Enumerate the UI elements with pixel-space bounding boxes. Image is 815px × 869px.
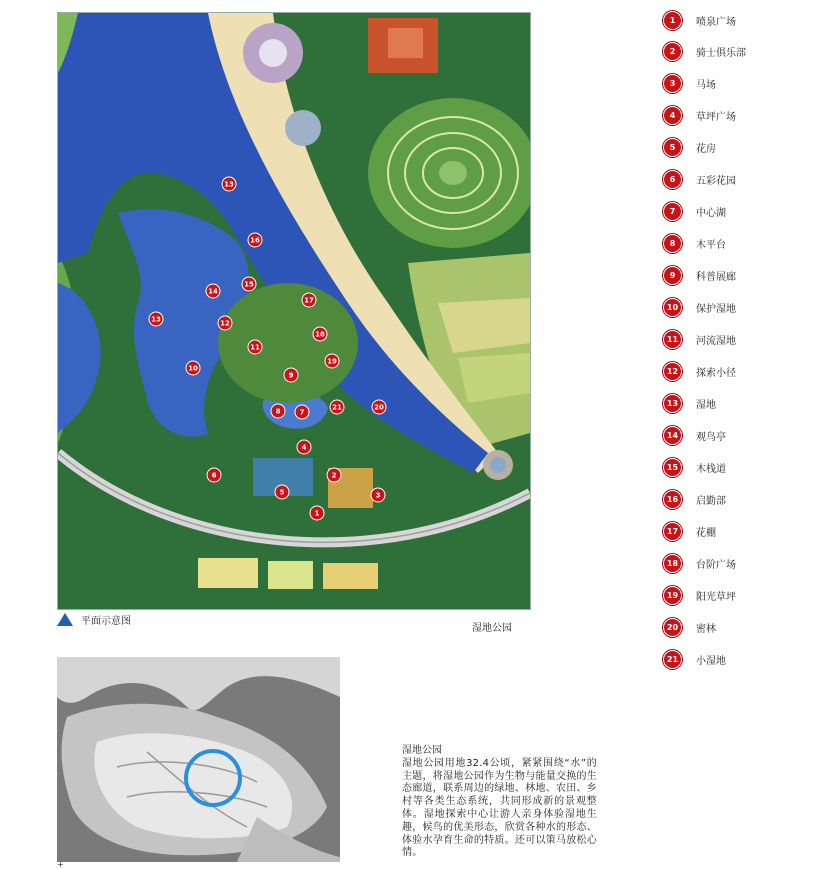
legend-marker: 20 [663,618,682,637]
description-body: 湿地公园用地32.4公顷，紧紧围绕“水”的主题，将湿地公园作为生物与能量交换的生态廊道，联系周边的绿地、林地、农田、乡村等各类生态系统，共同形成新的景观整体。湿地探索中心让游人亲身体验湿地生趣，候鸟的优美形态，欣赏各种水的形态、体验水孕育生命的特质。还可以策马放松心情。 [402,757,597,859]
svg-text:5: 5 [279,488,285,497]
plan-marker-5 [275,485,289,499]
legend-marker: 1 [663,11,682,30]
legend-label: 台阶广场 [696,559,736,571]
legend-marker: 5 [663,138,682,157]
plan-marker-13a [222,177,236,191]
plan-marker-1 [310,506,324,520]
legend-label: 花房 [696,144,716,156]
legend-label: 保护湿地 [696,304,736,316]
svg-text:10: 10 [188,364,198,373]
legend-marker: 18 [663,554,682,573]
svg-text:14: 14 [208,287,218,296]
legend-label: 探索小径 [696,367,736,379]
master-plan-drawing [58,13,530,609]
svg-text:16: 16 [250,236,260,245]
plan-caption [57,612,131,627]
plan-marker-10 [186,361,200,375]
legend-item [663,75,803,93]
legend-label: 启勤部 [696,495,726,507]
svg-text:17: 17 [304,296,314,305]
plan-marker-12 [218,316,232,330]
legend-item [663,522,803,540]
legend-marker: 13 [663,394,682,413]
legend-marker: 12 [663,362,682,381]
triangle-icon [57,613,73,626]
svg-text:15: 15 [244,280,254,289]
legend-label: 马场 [696,80,716,92]
legend-marker: 15 [663,458,682,477]
plan-marker-16 [248,233,262,247]
legend-marker: 11 [663,330,682,349]
plan-marker-18 [313,327,327,341]
legend-item [663,554,803,572]
plan-marker-8 [271,404,285,418]
svg-text:8: 8 [275,407,281,416]
master-plan-map [57,12,531,610]
plan-marker-11 [248,340,262,354]
plan-marker-3 [371,488,385,502]
svg-text:3: 3 [375,491,381,500]
corner-mark: + [57,860,64,869]
legend-item [663,171,803,189]
legend-item [663,426,803,444]
legend-label: 木平台 [696,240,726,252]
legend-label: 木栈道 [696,463,726,475]
legend-marker: 6 [663,170,682,189]
svg-text:4: 4 [301,443,307,452]
legend-marker: 4 [663,106,682,125]
location-map [57,657,340,862]
legend-marker: 19 [663,586,682,605]
svg-text:9: 9 [288,371,294,380]
svg-text:6: 6 [211,471,217,480]
location-map-drawing [57,657,340,862]
legend-item [663,11,803,29]
svg-text:7: 7 [299,408,305,417]
legend-item [663,267,803,285]
legend-marker: 2 [663,42,682,61]
legend-item [663,362,803,380]
legend-marker: 10 [663,298,682,317]
legend-label: 密林 [696,623,716,635]
legend-label: 河流湿地 [696,336,736,347]
svg-text:19: 19 [327,357,337,366]
legend-marker: 9 [663,266,682,285]
svg-text:13: 13 [224,180,234,189]
svg-text:18: 18 [315,330,325,339]
legend-label: 中心湖 [696,208,726,220]
plan-marker-19 [325,354,339,368]
legend-label: 喷泉广场 [696,16,736,28]
legend-item [663,586,803,604]
svg-text:20: 20 [374,403,384,412]
legend-item [663,618,803,636]
svg-text:1: 1 [314,509,320,518]
svg-text:21: 21 [332,403,342,412]
plan-marker-15 [242,277,256,291]
svg-text:12: 12 [220,319,230,328]
legend-item [663,43,803,61]
plan-title: 湿地公园 [472,623,512,634]
legend-item [663,490,803,508]
legend-item [663,458,803,476]
legend-item [663,331,803,349]
svg-text:2: 2 [331,471,337,480]
description-block [402,745,597,860]
legend-marker: 17 [663,522,682,541]
plan-caption-text: 平面示意图 [81,616,131,627]
legend-item [663,107,803,125]
legend-label: 花棚 [696,527,716,539]
plan-marker-20 [372,400,386,414]
plan-marker-17 [302,293,316,307]
legend-marker: 14 [663,426,682,445]
plan-marker-9 [284,368,298,382]
plan-marker-7 [295,405,309,419]
legend-label: 小湿地 [696,655,726,667]
legend-item [663,650,803,668]
plan-marker-21 [330,400,344,414]
plan-marker-4 [297,440,311,454]
legend-item [663,299,803,317]
legend-marker: 21 [663,650,682,669]
description-title: 湿地公园 [402,745,442,756]
legend-marker: 16 [663,490,682,509]
legend-item [663,203,803,221]
legend-marker: 3 [663,74,682,93]
legend-marker: 7 [663,202,682,221]
legend-item [663,235,803,253]
plan-marker-14 [206,284,220,298]
legend-label: 观鸟亭 [696,431,726,443]
plan-marker-6 [207,468,221,482]
legend-label: 草坪广场 [696,112,736,124]
legend-item [663,394,803,412]
legend-label: 五彩花园 [696,176,736,188]
svg-text:11: 11 [250,343,260,352]
plan-marker-2 [327,468,341,482]
svg-text:13: 13 [151,315,161,324]
plan-marker-13b [149,312,163,326]
legend-marker: 8 [663,234,682,253]
legend-label: 骑士俱乐部 [696,48,746,60]
legend-label: 科普展廊 [696,272,736,284]
legend-item [663,139,803,157]
legend-label: 湿地 [696,399,716,411]
legend-label: 阳光草坪 [696,591,736,603]
